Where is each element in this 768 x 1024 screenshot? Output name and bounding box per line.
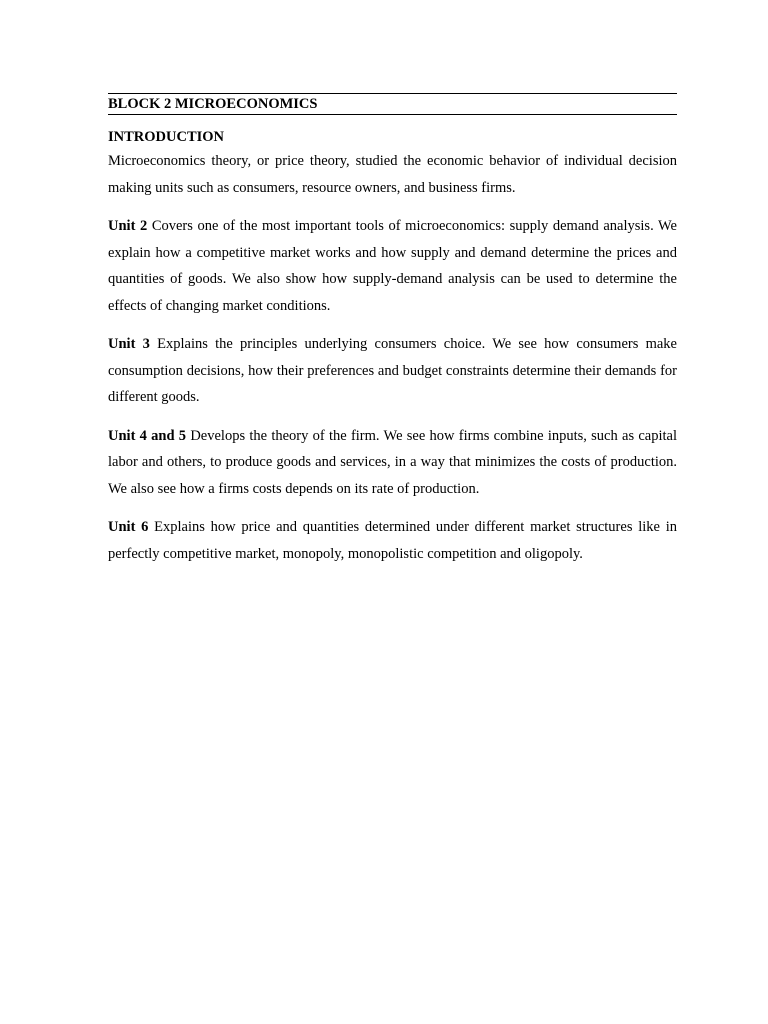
unit-6-text: Explains how price and quantities determined under different market structures like in perfectly competitive market, monopoly, monopolistic competition and oligopoly. — [108, 519, 677, 562]
unit-2-lead: Unit 2 — [108, 218, 148, 234]
unit-6-lead: Unit 6 — [108, 519, 149, 535]
unit-4-5-paragraph — [108, 423, 677, 503]
block-title: BLOCK 2 MICROECONOMICS — [108, 93, 677, 115]
unit-3-lead: Unit 3 — [108, 336, 150, 352]
unit-6-paragraph — [108, 514, 677, 567]
introduction-heading: INTRODUCTION — [108, 129, 225, 145]
unit-4-5-text: Develops the theory of the firm. We see how firms combine inputs, such as capital labor and others, to produce goods and services, in a way that minimizes the costs of production. We also see how a firms costs depends on its rate of production. — [108, 427, 677, 497]
unit-2-text: Covers one of the most important tools of microeconomics: supply demand analysis. We explain how a competitive market works and how supply and demand determine the prices and quantities of goods. We also show how supply-demand analysis can be used to determine the effects of changing market conditions. — [108, 218, 677, 314]
unit-3-paragraph — [108, 331, 677, 411]
intro-paragraph: Microeconomics theory, or price theory, studied the economic behavior of individual decision making units such as consumers, resource owners, and business firms. — [108, 153, 677, 196]
document-page — [108, 93, 677, 579]
unit-4-5-lead: Unit 4 and 5 — [108, 427, 187, 444]
unit-3-text: Explains the principles underlying consumers choice. We see how consumers make consumption decisions, how their preferences and budget constraints determine their demands for different goods. — [108, 336, 677, 405]
unit-2-paragraph — [108, 213, 677, 319]
